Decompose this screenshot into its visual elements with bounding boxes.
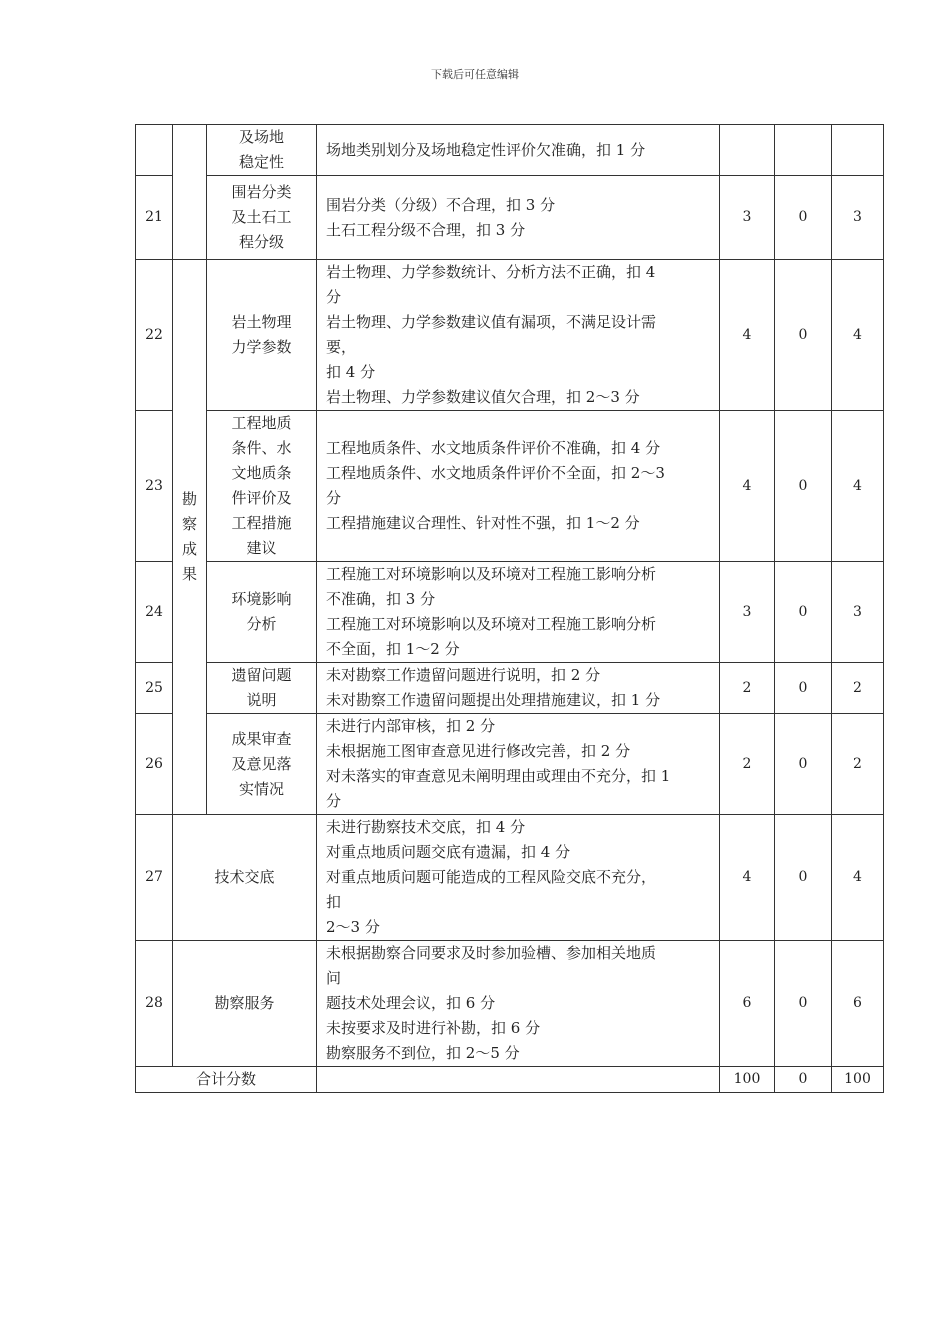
criteria-description bbox=[317, 562, 720, 663]
item-name-line: 说明 bbox=[246, 691, 277, 709]
actual-score: 4 bbox=[832, 260, 884, 411]
full-score: 6 bbox=[720, 941, 775, 1067]
deduction: 0 bbox=[775, 815, 832, 941]
criteria-line: 对未落实的审查意见未阐明理由或理由不充分，扣 1 bbox=[326, 767, 671, 785]
table-row bbox=[136, 663, 884, 714]
criteria-line: 分 bbox=[326, 288, 342, 306]
criteria-line: 工程地质条件、水文地质条件评价不全面，扣 2～3 bbox=[326, 464, 665, 482]
item-name-line: 力学参数 bbox=[231, 338, 292, 356]
full-score: 2 bbox=[720, 663, 775, 714]
full-score: 3 bbox=[720, 176, 775, 260]
criteria-line: 问 bbox=[326, 969, 342, 987]
row-number bbox=[136, 125, 173, 176]
actual-score: 2 bbox=[832, 714, 884, 815]
actual-score: 4 bbox=[832, 815, 884, 941]
criteria-line: 工程措施建议合理性、针对性不强，扣 1～2 分 bbox=[326, 514, 640, 532]
table-row bbox=[136, 562, 884, 663]
full-score: 4 bbox=[720, 260, 775, 411]
actual-score bbox=[832, 125, 884, 176]
item-name bbox=[207, 663, 317, 714]
deduction: 0 bbox=[775, 663, 832, 714]
item-name-line: 实情况 bbox=[238, 779, 284, 798]
actual-score: 3 bbox=[832, 176, 884, 260]
criteria-line: 未对勘察工作遗留问题提出处理措施建议，扣 1 分 bbox=[326, 691, 661, 709]
criteria-line: 工程施工对环境影响以及环境对工程施工影响分析 bbox=[326, 565, 657, 583]
criteria-line: 岩土物理、力学参数统计、分析方法不正确，扣 4 bbox=[326, 263, 656, 281]
criteria-line: 对重点地质问题交底有遗漏，扣 4 分 bbox=[326, 843, 571, 861]
item-name bbox=[207, 125, 317, 176]
item-name-line: 件评价及 bbox=[231, 489, 292, 507]
criteria-description bbox=[317, 260, 720, 411]
item-name bbox=[173, 941, 317, 1067]
row-number: 28 bbox=[136, 941, 173, 1067]
item-name-line: 围岩分类 bbox=[231, 183, 292, 201]
full-score: 2 bbox=[720, 714, 775, 815]
item-name bbox=[207, 562, 317, 663]
category-char: 勘 bbox=[181, 490, 197, 508]
actual-score: 4 bbox=[832, 411, 884, 562]
criteria-line: 勘察服务不到位，扣 2～5 分 bbox=[326, 1044, 520, 1062]
row-number: 24 bbox=[136, 562, 173, 663]
row-number: 22 bbox=[136, 260, 173, 411]
deduction bbox=[775, 125, 832, 176]
criteria-line: 未根据施工图审查意见进行修改完善，扣 2 分 bbox=[326, 742, 631, 760]
category-char: 果 bbox=[181, 565, 197, 583]
criteria-line: 未进行勘察技术交底，扣 4 分 bbox=[326, 818, 526, 836]
row-number: 27 bbox=[136, 815, 173, 941]
deduction: 0 bbox=[775, 176, 832, 260]
item-name bbox=[173, 815, 317, 941]
actual-score: 3 bbox=[832, 562, 884, 663]
deduction: 0 bbox=[775, 260, 832, 411]
criteria-line: 未对勘察工作遗留问题进行说明，扣 2 分 bbox=[326, 666, 601, 684]
item-name-line: 及场地 bbox=[238, 128, 284, 146]
row-number: 26 bbox=[136, 714, 173, 815]
item-name-line: 文地质条 bbox=[231, 464, 292, 482]
item-name-line: 程分级 bbox=[238, 233, 284, 251]
item-name-line: 工程措施 bbox=[231, 514, 292, 532]
criteria-line: 扣 bbox=[326, 893, 342, 911]
actual-score: 2 bbox=[832, 663, 884, 714]
table-row bbox=[136, 411, 884, 562]
table-row bbox=[136, 125, 884, 176]
criteria-line: 未根据勘察合同要求及时参加验槽、参加相关地质 bbox=[326, 944, 657, 962]
criteria-line: 工程地质条件、水文地质条件评价不准确，扣 4 分 bbox=[326, 439, 661, 457]
actual-score: 6 bbox=[832, 941, 884, 1067]
item-name-line: 成果审查 bbox=[231, 729, 292, 748]
total-description-empty bbox=[317, 1067, 720, 1093]
criteria-line: 分 bbox=[326, 489, 342, 507]
deduction: 0 bbox=[775, 714, 832, 815]
full-score: 4 bbox=[720, 815, 775, 941]
total-actual-score: 100 bbox=[832, 1067, 884, 1093]
table-row bbox=[136, 815, 884, 941]
full-score: 4 bbox=[720, 411, 775, 562]
criteria-line: 工程施工对环境影响以及环境对工程施工影响分析 bbox=[326, 615, 657, 633]
category-cell-blank bbox=[173, 125, 207, 260]
full-score: 3 bbox=[720, 562, 775, 663]
criteria-line: 不准确，扣 3 分 bbox=[326, 590, 436, 608]
item-name-line: 及土石工 bbox=[231, 208, 292, 226]
total-label: 合计分数 bbox=[136, 1067, 317, 1093]
total-deduction: 0 bbox=[775, 1067, 832, 1093]
criteria-line: 未按要求及时进行补勘，扣 6 分 bbox=[326, 1019, 541, 1037]
criteria-description bbox=[317, 663, 720, 714]
item-name-line: 技术交底 bbox=[214, 868, 275, 886]
criteria-description bbox=[317, 411, 720, 562]
item-name bbox=[207, 411, 317, 562]
criteria-line: 未进行内部审核，扣 2 分 bbox=[326, 717, 496, 735]
item-name bbox=[207, 714, 317, 815]
criteria-description bbox=[317, 941, 720, 1067]
criteria-line: 岩土物理、力学参数建议值有漏项，不满足设计需 bbox=[326, 313, 657, 331]
item-name bbox=[207, 260, 317, 411]
item-name-line: 稳定性 bbox=[238, 153, 284, 171]
row-number: 25 bbox=[136, 663, 173, 714]
table-row bbox=[136, 714, 884, 815]
criteria-description bbox=[317, 714, 720, 815]
criteria-line: 对重点地质问题可能造成的工程风险交底不充分， bbox=[326, 868, 657, 886]
item-name-line: 建议 bbox=[246, 539, 277, 557]
item-name-line: 条件、水 bbox=[231, 439, 292, 457]
item-name bbox=[207, 176, 317, 260]
deduction: 0 bbox=[775, 941, 832, 1067]
table-row bbox=[136, 260, 884, 411]
total-full-score: 100 bbox=[720, 1067, 775, 1093]
row-number: 23 bbox=[136, 411, 173, 562]
criteria-description bbox=[317, 176, 720, 260]
item-name-line: 工程地质 bbox=[231, 414, 292, 432]
criteria-line: 不全面，扣 1～2 分 bbox=[326, 640, 460, 658]
deduction: 0 bbox=[775, 411, 832, 562]
criteria-line: 分 bbox=[326, 792, 342, 810]
table-row bbox=[136, 176, 884, 260]
criteria-line: 要， bbox=[326, 338, 357, 356]
item-name-line: 分析 bbox=[246, 615, 277, 633]
table-row bbox=[136, 941, 884, 1067]
row-number: 21 bbox=[136, 176, 173, 260]
item-name-line: 环境影响 bbox=[231, 590, 292, 608]
scoring-table bbox=[135, 124, 884, 1093]
criteria-line: 围岩分类（分级）不合理，扣 3 分 bbox=[326, 195, 556, 214]
criteria-description bbox=[317, 125, 720, 176]
criteria-line: 岩土物理、力学参数建议值欠合理，扣 2～3 分 bbox=[326, 388, 640, 406]
total-row bbox=[136, 1067, 884, 1093]
full-score bbox=[720, 125, 775, 176]
criteria-line: 扣 4 分 bbox=[326, 363, 376, 381]
page-header: 下载后可任意编辑 bbox=[431, 68, 519, 81]
criteria-line: 2～3 分 bbox=[326, 918, 380, 936]
category-char: 察 bbox=[181, 515, 197, 533]
criteria-description bbox=[317, 815, 720, 941]
item-name-line: 岩土物理 bbox=[231, 313, 292, 331]
item-name-line: 勘察服务 bbox=[214, 994, 275, 1012]
deduction: 0 bbox=[775, 562, 832, 663]
criteria-line: 土石工程分级不合理，扣 3 分 bbox=[326, 220, 526, 239]
item-name-line: 及意见落 bbox=[231, 754, 292, 773]
criteria-line: 场地类别划分及场地稳定性评价欠准确，扣 1 分 bbox=[326, 140, 646, 159]
criteria-line: 题技术处理会议，扣 6 分 bbox=[326, 994, 496, 1012]
category-char: 成 bbox=[181, 540, 197, 558]
category-cell bbox=[173, 260, 207, 815]
item-name-line: 遗留问题 bbox=[231, 666, 292, 684]
